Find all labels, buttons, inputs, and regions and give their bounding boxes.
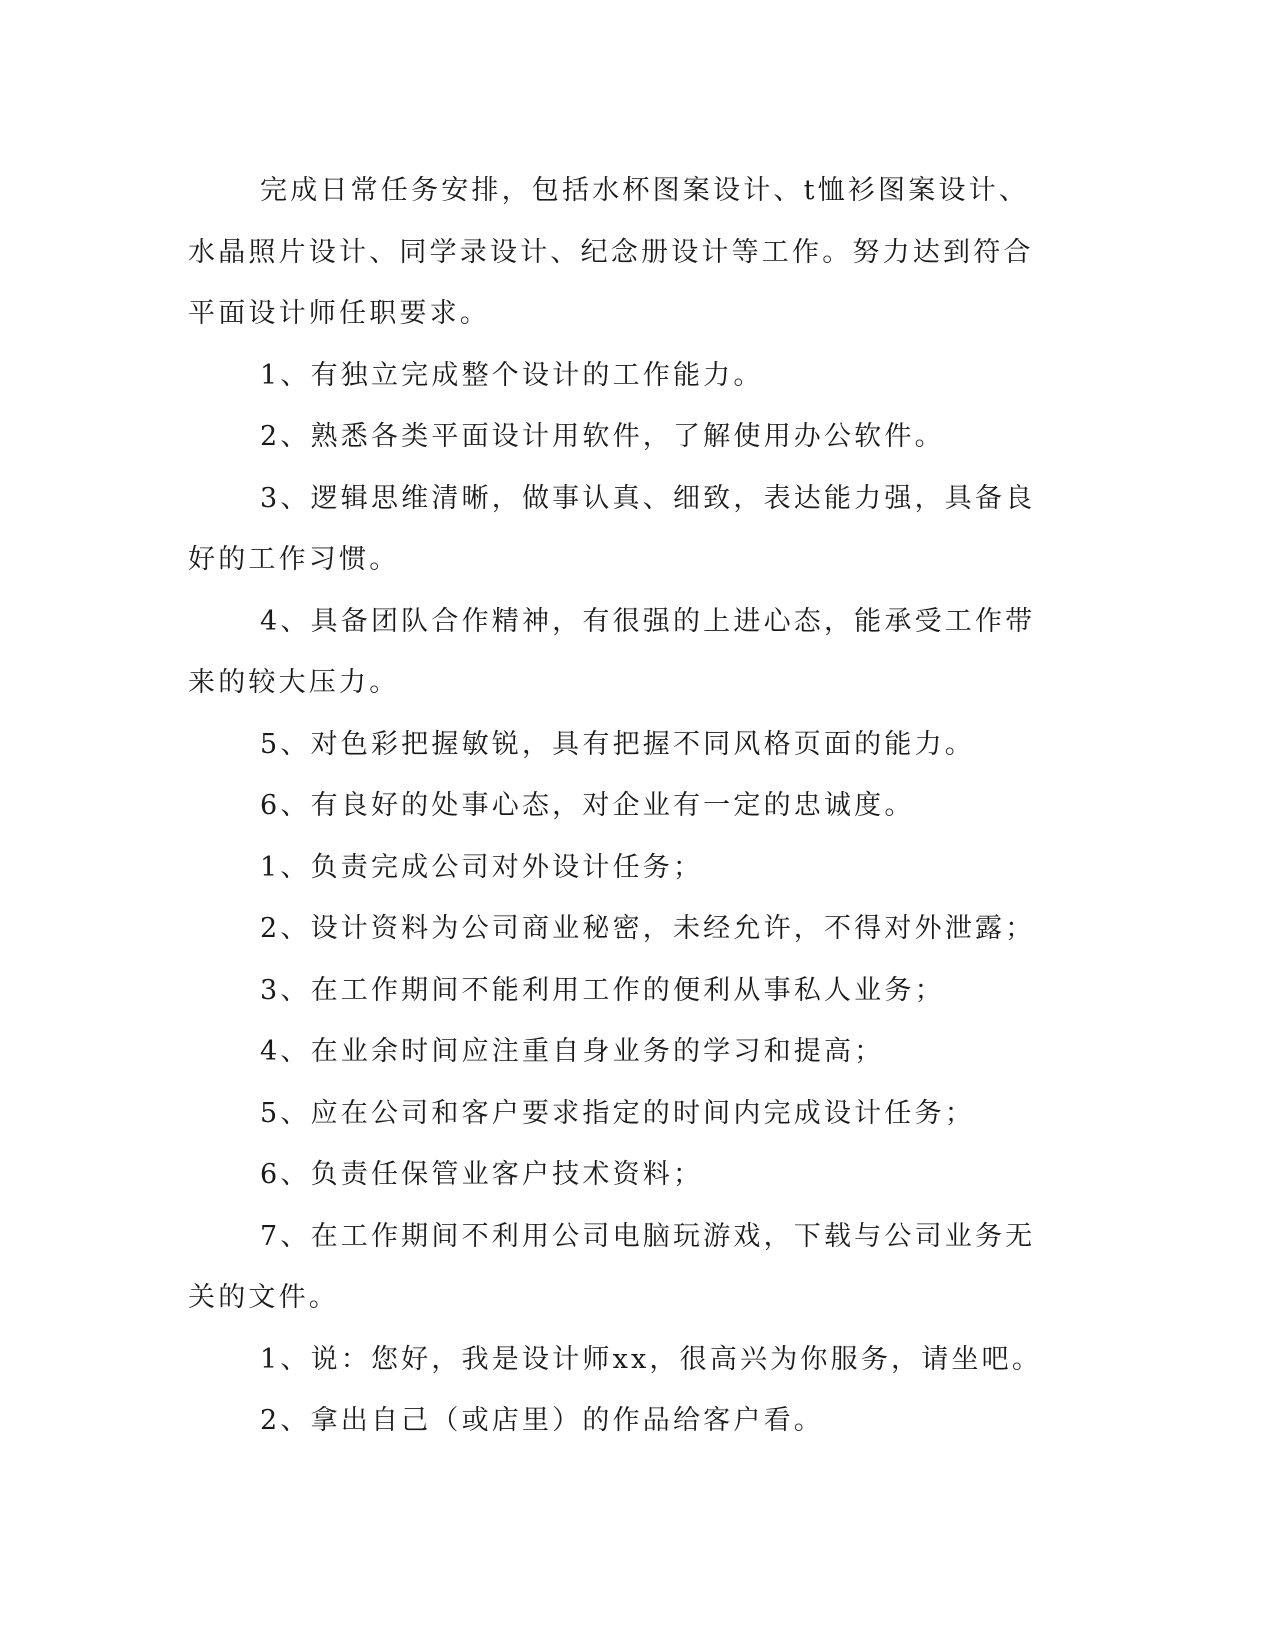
requirement-item-1: 1、有独立完成整个设计的工作能力。: [260, 359, 764, 391]
requirement-item-6: 6、有良好的处事心态，对企业有一定的忠诚度。: [260, 790, 915, 821]
duty-item-4: 4、在业余时间应注重自身业务的学习和提高；: [260, 1036, 885, 1067]
requirement-item-4: 4、具备团队合作精神，有很强的上进心态，能承受工作带来的较大压力。: [188, 605, 1036, 698]
service-item-1: 1、说：您好，我是设计师xx，很高兴为你服务，请坐吧。: [260, 1343, 1043, 1375]
duty-item-3: 3、在工作期间不能利用工作的便利从事私人业务；: [260, 974, 945, 1006]
duty-item-1: 1、负责完成公司对外设计任务；: [260, 851, 704, 883]
document-page: [188, 160, 1058, 1452]
duty-item-7: 7、在工作期间不利用公司电脑玩游戏，下载与公司业务无关的文件。: [188, 1220, 1036, 1313]
intro-paragraph: 完成日常任务安排，包括水杯图案设计、t恤衫图案设计、水晶照片设计、同学录设计、纪念册设计等工作。努力达到符合平面设计师任职要求。: [188, 175, 1034, 329]
duty-item-5: 5、应在公司和客户要求指定的时间内完成设计任务；: [260, 1097, 975, 1129]
duty-item-6: 6、负责任保管业客户技术资料；: [260, 1159, 704, 1190]
service-item-2: 2、拿出自己（或店里）的作品给客户看。: [260, 1405, 824, 1436]
requirement-item-5: 5、对色彩把握敏锐，具有把握不同风格页面的能力。: [260, 728, 975, 760]
duty-item-2: 2、设计资料为公司商业秘密，未经允许，不得对外泄露；: [260, 913, 1036, 944]
requirement-item-2: 2、熟悉各类平面设计用软件，了解使用办公软件。: [260, 421, 945, 452]
requirement-item-3: 3、逻辑思维清晰，做事认真、细致，表达能力强，具备良好的工作习惯。: [188, 482, 1036, 575]
